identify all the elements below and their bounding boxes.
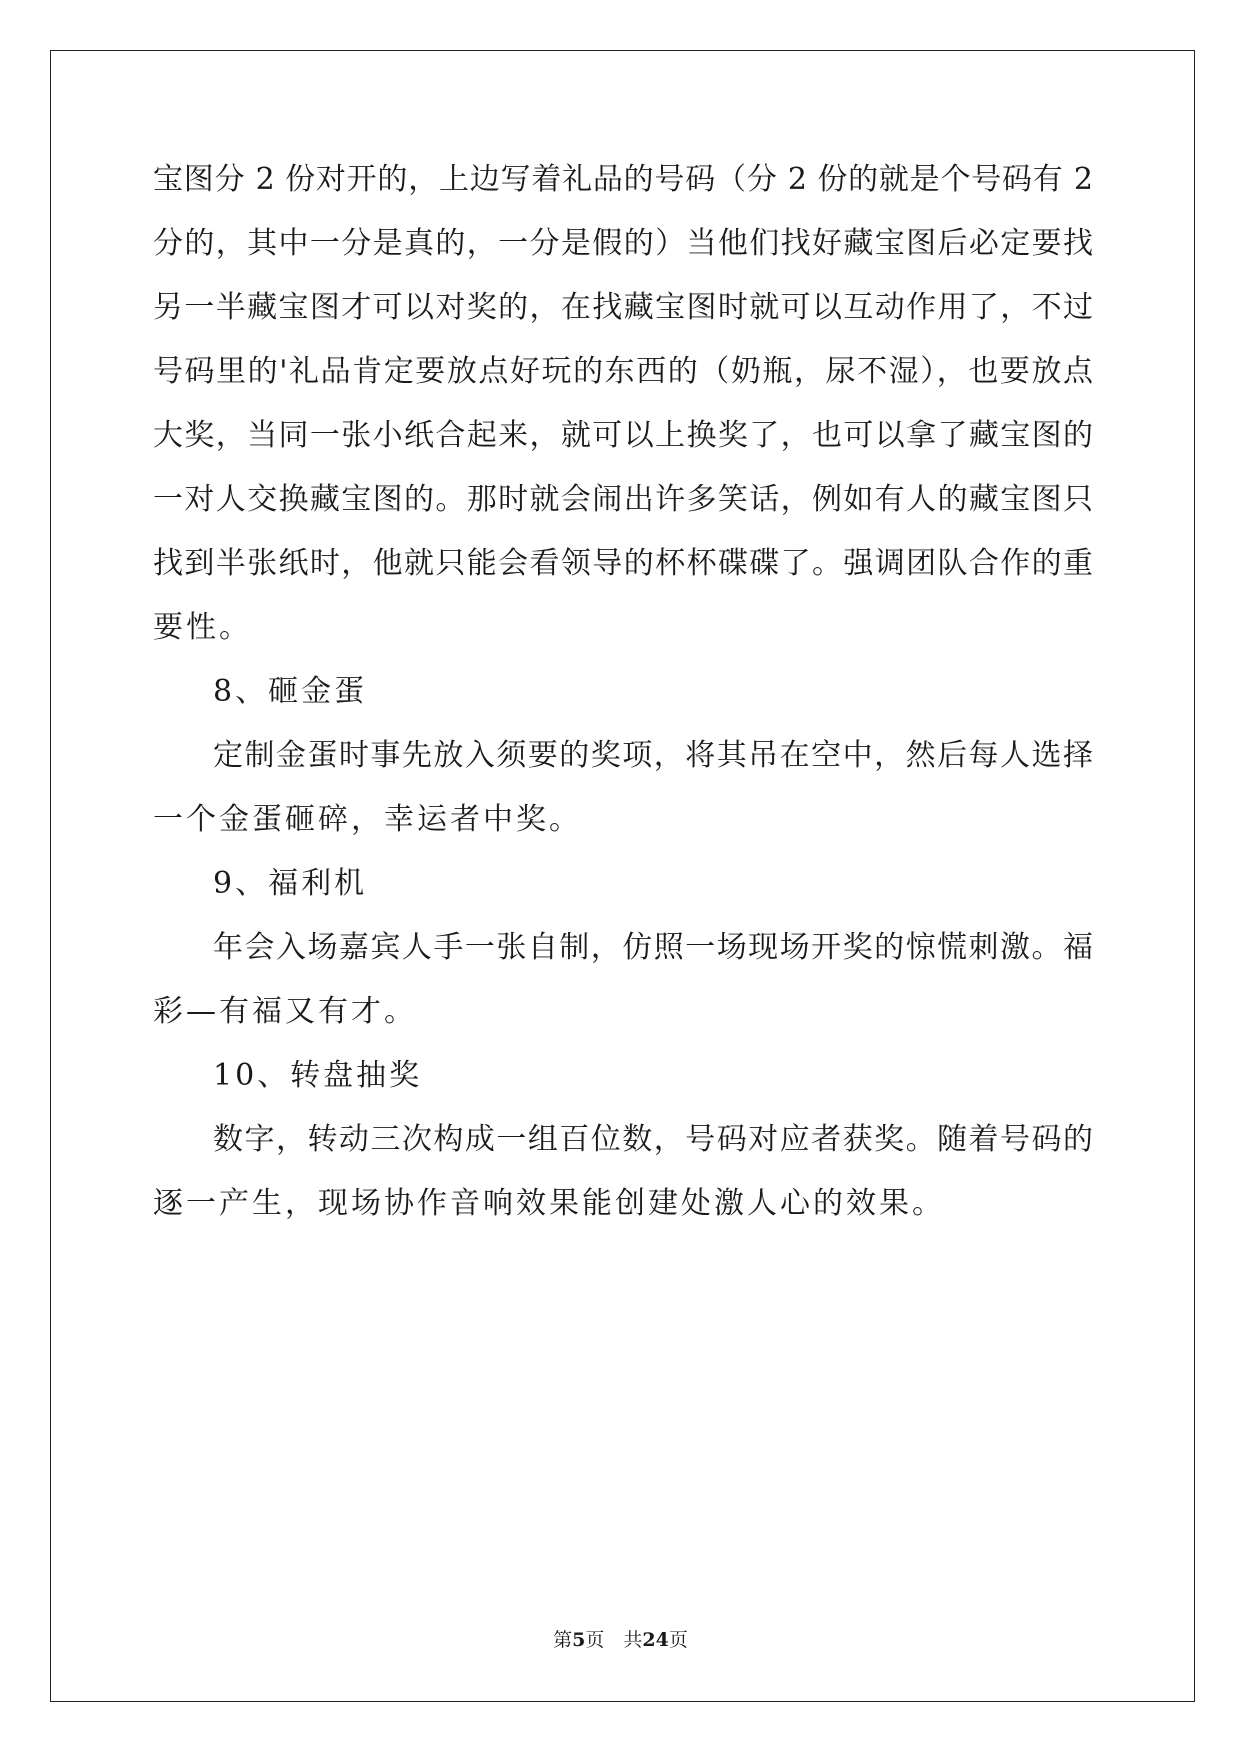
section-heading-10: 10、转盘抽奖 <box>213 1058 423 1093</box>
text-line: 数字，转动三次构成一组百位数，号码对应者获奖。随着号码的 <box>213 1122 1093 1157</box>
text-line: 号码里的'礼品肯定要放点好玩的东西的（奶瓶，尿不湿），也要放点 <box>153 354 1093 389</box>
text-line: 定制金蛋时事先放入须要的奖项，将其吊在空中，然后每人选择 <box>213 738 1093 773</box>
text-line: 另一半藏宝图才可以对奖的，在找藏宝图时就可以互动作用了，不过 <box>153 290 1093 325</box>
text-line: 彩—有福又有才。 <box>153 994 417 1029</box>
text-line: 一对人交换藏宝图的。那时就会闹出许多笑话，例如有人的藏宝图只 <box>153 482 1093 517</box>
text-line: 要性。 <box>153 610 252 645</box>
text-line: 找到半张纸时，他就只能会看领导的杯杯碟碟了。强调团队合作的重 <box>153 546 1093 581</box>
text-line: 分的，其中一分是真的，一分是假的）当他们找好藏宝图后必定要找 <box>153 226 1093 261</box>
text-line: 逐一产生，现场协作音响效果能创建处激人心的效果。 <box>153 1186 945 1221</box>
text-line: 一个金蛋砸碎，幸运者中奖。 <box>153 802 582 837</box>
total-page-count: 24 <box>642 1629 669 1651</box>
footer-middle: 页 共 <box>585 1629 643 1651</box>
footer-suffix: 页 <box>668 1629 688 1651</box>
text-line: 年会入场嘉宾人手一张自制，仿照一场现场开奖的惊慌刺激。福 <box>213 930 1093 965</box>
section-heading-8: 8、砸金蛋 <box>213 674 368 709</box>
page-footer <box>0 1628 1241 1652</box>
current-page-number: 5 <box>572 1629 586 1651</box>
section-heading-9: 9、福利机 <box>213 866 368 901</box>
text-line: 大奖，当同一张小纸合起来，就可以上换奖了，也可以拿了藏宝图的 <box>153 418 1093 453</box>
footer-prefix: 第 <box>553 1629 573 1651</box>
text-line: 宝图分 2 份对开的，上边写着礼品的号码（分 2 份的就是个号码有 2 <box>153 162 1093 197</box>
